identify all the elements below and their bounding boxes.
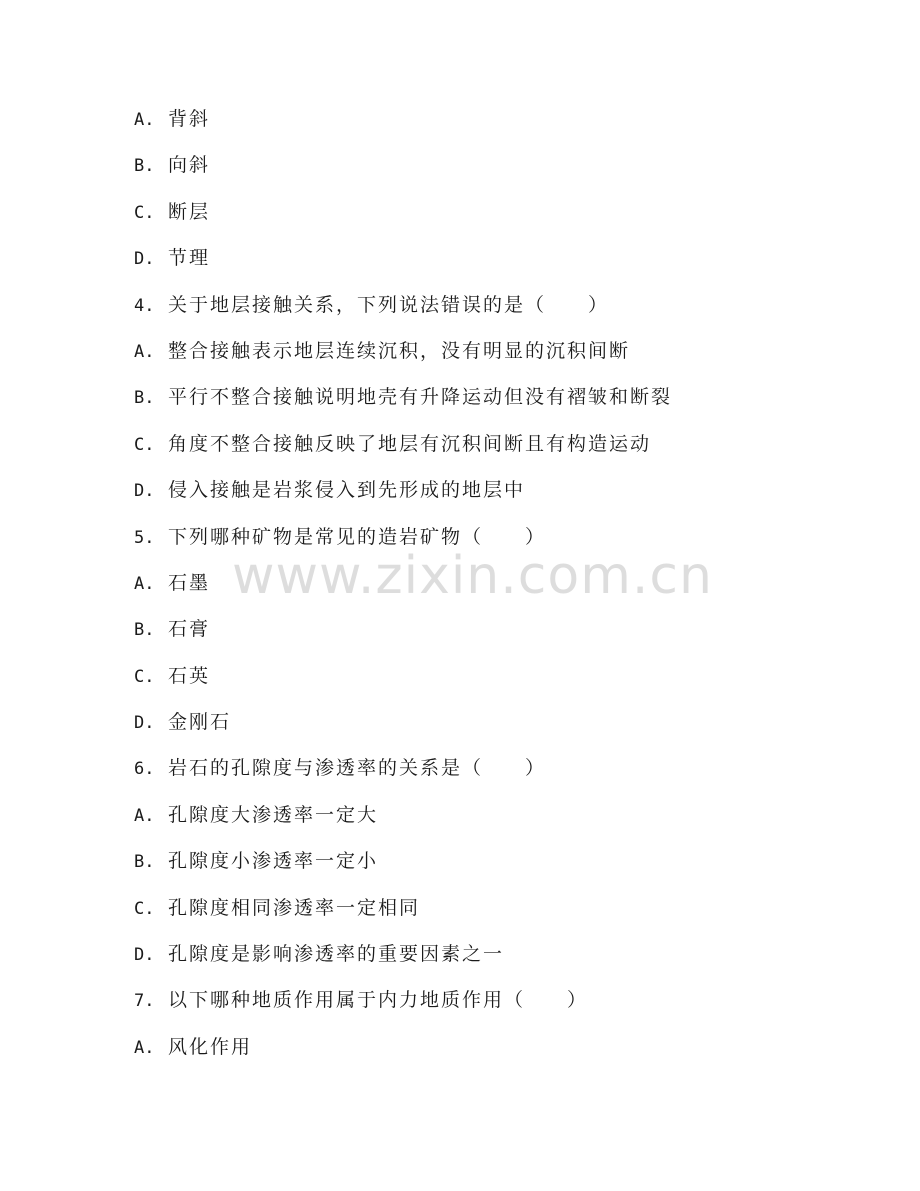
question-number: 4.: [134, 295, 155, 316]
option-line: [134, 568, 834, 614]
option-text: 金刚石: [168, 711, 232, 734]
question-line: [134, 522, 834, 568]
option-text: 侵入接触是岩浆侵入到先形成的地层中: [168, 479, 526, 502]
option-text: 孔隙度是影响渗透率的重要因素之一: [168, 943, 505, 966]
option-text: 背斜: [168, 108, 211, 130]
option-text: 石英: [168, 664, 211, 687]
option-line: [134, 429, 834, 475]
option-label: D.: [134, 481, 155, 502]
option-label: D.: [134, 249, 155, 270]
option-label: C.: [134, 898, 155, 919]
option-label: A.: [134, 573, 155, 594]
document-body: [134, 104, 834, 1078]
option-line: [134, 243, 834, 289]
option-line: [134, 707, 834, 753]
question-line: [134, 290, 834, 336]
option-text: 平行不整合接触说明地壳有升降运动但没有褶皱和断裂: [168, 386, 673, 409]
watermark: www.zixin.com.cn: [232, 546, 713, 606]
question-line: [134, 985, 834, 1031]
option-text: 石墨: [168, 571, 211, 594]
option-label: D.: [134, 945, 155, 966]
option-text: 孔隙度小渗透率一定小: [168, 850, 379, 873]
option-label: A.: [134, 341, 155, 362]
option-line: [134, 893, 834, 939]
option-line: [134, 1032, 834, 1078]
option-text: 孔隙度相同渗透率一定相同: [168, 896, 421, 919]
option-text: 向斜: [168, 154, 211, 177]
question-number: 6.: [134, 759, 155, 780]
option-text: 石膏: [168, 618, 211, 641]
option-line: [134, 104, 834, 150]
option-line: [134, 800, 834, 846]
option-label: C.: [134, 202, 155, 223]
option-label: C.: [134, 434, 155, 455]
question-text: 以下哪种地质作用属于内力地质作用（ ）: [168, 989, 589, 1012]
option-label: A.: [134, 1037, 155, 1058]
option-label: B.: [134, 156, 155, 177]
option-label: D.: [134, 713, 155, 734]
option-line: [134, 846, 834, 892]
option-line: [134, 661, 834, 707]
option-text: 节理: [168, 247, 211, 270]
option-label: B.: [134, 620, 155, 641]
option-label: C.: [134, 666, 155, 687]
option-line: [134, 382, 834, 428]
question-text: 下列哪种矿物是常见的造岩矿物（ ）: [168, 525, 547, 548]
question-number: 5.: [134, 527, 155, 548]
option-label: B.: [134, 388, 155, 409]
option-line: [134, 336, 834, 382]
option-line: [134, 475, 834, 521]
question-text: 岩石的孔隙度与渗透率的关系是（ ）: [168, 757, 547, 780]
option-text: 整合接触表示地层连续沉积，没有明显的沉积间断: [168, 339, 631, 362]
option-line: [134, 939, 834, 985]
question-number: 7.: [134, 991, 155, 1012]
option-label: A.: [134, 805, 155, 826]
option-line: [134, 197, 834, 243]
option-text: 角度不整合接触反映了地层有沉积间断且有构造运动: [168, 432, 652, 455]
option-line: [134, 150, 834, 196]
option-text: 孔隙度大渗透率一定大: [168, 803, 379, 826]
option-label: B.: [134, 852, 155, 873]
option-text: 断层: [168, 200, 211, 223]
option-text: 风化作用: [168, 1035, 253, 1058]
option-line: [134, 614, 834, 660]
question-line: [134, 753, 834, 799]
option-label: A.: [134, 110, 155, 130]
question-text: 关于地层接触关系，下列说法错误的是（ ）: [168, 293, 610, 316]
